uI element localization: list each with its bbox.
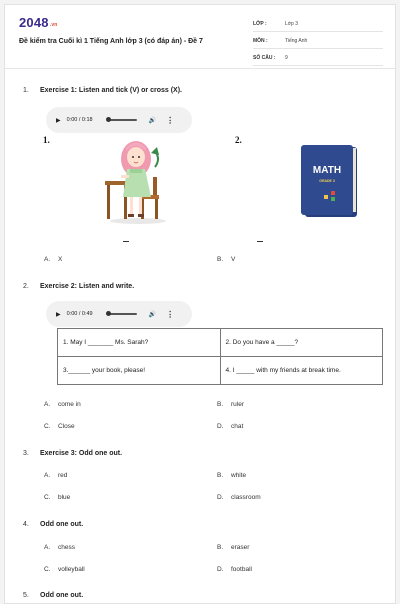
page-title: Đề kiểm tra Cuối kì 1 Tiếng Anh lớp 3 (có đáp án) - Đề 7 [19, 38, 203, 45]
q2-option-a[interactable]: A. come in [44, 401, 81, 408]
q3-option-d[interactable]: D. classroom [217, 494, 261, 501]
meta-question-count: SỐ CÂU : 9 [253, 51, 383, 66]
q1-option-b[interactable]: B. V [217, 256, 236, 263]
q1-option-a[interactable]: A. X [44, 256, 63, 263]
table-row [58, 357, 383, 385]
q2-option-d[interactable]: D. chat [217, 423, 244, 430]
q4-option-b[interactable]: B. eraser [217, 544, 250, 551]
exam-header [5, 5, 396, 69]
q2-option-b[interactable]: B. ruler [217, 401, 245, 408]
answer-blank-1 [123, 241, 129, 242]
play-icon[interactable]: ▶ [56, 117, 61, 124]
question-2: 2. Exercise 2: Listen and write. [23, 283, 135, 290]
audio-seek-bar[interactable] [107, 119, 137, 121]
table-cell: 2. Do you have a _____? [220, 329, 383, 357]
question-1: 1. Exercise 1: Listen and tick (V) or cross (X). [23, 87, 182, 94]
site-logo[interactable]: 2048.vn [19, 15, 58, 30]
picture-2-label: 2. [235, 135, 242, 145]
audio-player-1[interactable]: ▶ 0:00 / 0:18 🔊 ⋮ [46, 107, 192, 133]
question-4: 4. Odd one out. [23, 521, 84, 528]
book-subtitle: GRADE 3 [319, 179, 335, 183]
q4-option-c[interactable]: C. volleyball [44, 566, 85, 573]
q3-option-c[interactable]: C. blue [44, 494, 71, 501]
picture-1-label: 1. [43, 135, 50, 145]
audio-player-2[interactable]: ▶ 0:00 / 0:49 🔊 ⋮ [46, 301, 192, 327]
volume-icon[interactable]: 🔊 [148, 311, 157, 318]
meta-subject: MÔN : Tiếng Anh [253, 34, 383, 49]
more-vertical-icon[interactable]: ⋮ [166, 309, 175, 319]
math-book-illustration [301, 145, 359, 219]
q4-option-d[interactable]: D. football [217, 566, 252, 573]
q3-option-b[interactable]: B. white [217, 472, 247, 479]
meta-class: LỚP : Lớp 3 [253, 17, 383, 32]
table-cell: 3.______ your book, please! [58, 357, 221, 385]
q3-option-a[interactable]: A. red [44, 472, 68, 479]
play-icon[interactable]: ▶ [56, 311, 61, 318]
q2-option-c[interactable]: C. Close [44, 423, 75, 430]
question-5: 5. Odd one out. [23, 592, 84, 599]
book-title: MATH [312, 165, 342, 176]
audio-seek-bar[interactable] [107, 313, 137, 315]
q4-option-a[interactable]: A. chess [44, 544, 75, 551]
answer-blank-2 [257, 241, 263, 242]
table-row [58, 329, 383, 357]
girl-sitting-illustration [103, 137, 173, 225]
more-vertical-icon[interactable]: ⋮ [166, 115, 175, 125]
table-cell: 1. May I _______ Ms. Sarah? [58, 329, 221, 357]
exam-page [4, 4, 396, 604]
fill-in-table [57, 328, 383, 385]
question-3: 3. Exercise 3: Odd one out. [23, 450, 123, 457]
exam-meta [253, 17, 383, 68]
table-cell: 4. I _____ with my friends at break time. [220, 357, 383, 385]
volume-icon[interactable]: 🔊 [148, 117, 157, 124]
